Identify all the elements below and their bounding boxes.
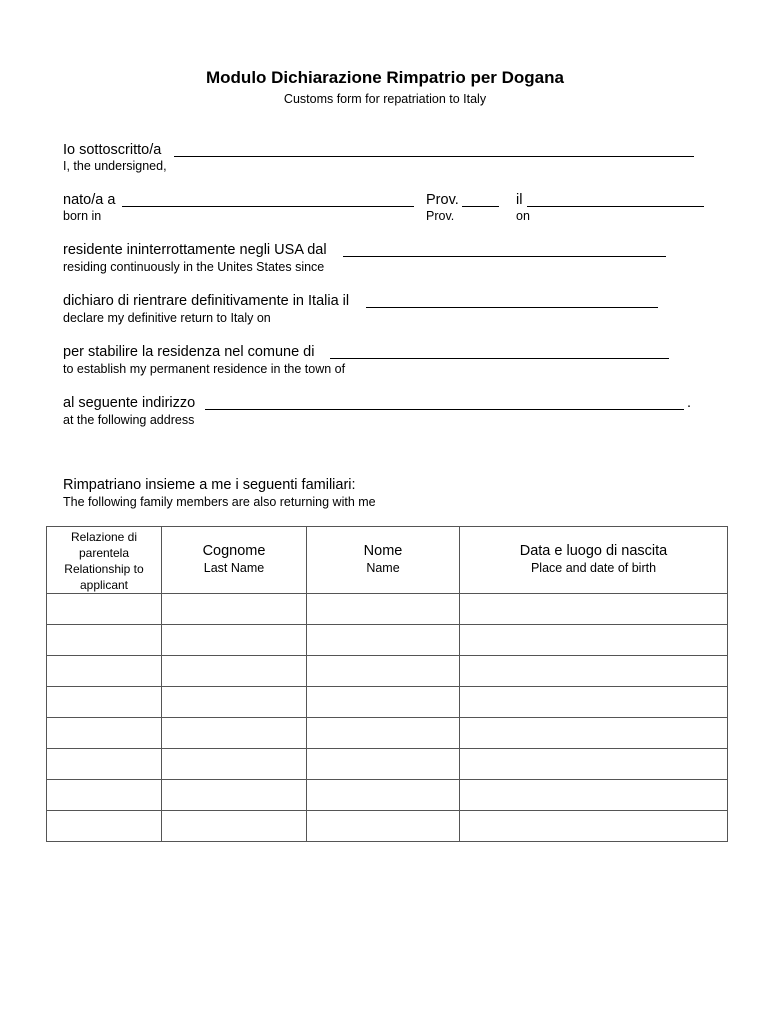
relationship-cell[interactable] xyxy=(47,687,162,718)
prov-label: Prov. xyxy=(426,192,459,208)
last-name-cell[interactable] xyxy=(162,594,307,625)
name-cell[interactable] xyxy=(307,656,460,687)
name-cell[interactable] xyxy=(307,780,460,811)
relationship-cell[interactable] xyxy=(47,625,162,656)
name-cell[interactable] xyxy=(307,594,460,625)
column-header-birth: Data e luogo di nascita Place and date of birth xyxy=(460,527,728,594)
last-name-cell[interactable] xyxy=(162,625,307,656)
name-cell[interactable] xyxy=(307,718,460,749)
prov-translation: Prov. xyxy=(426,209,455,223)
town-label: per stabilire la residenza nel comune di xyxy=(63,344,315,360)
return-date-field[interactable] xyxy=(366,307,658,308)
last-name-cell[interactable] xyxy=(162,718,307,749)
town-translation: to establish my permanent residence in the town of xyxy=(63,362,346,376)
undersigned-label: Io sottoscritto/a xyxy=(63,142,162,158)
name-cell[interactable] xyxy=(307,687,460,718)
birth-cell[interactable] xyxy=(460,749,728,780)
birthdate-field[interactable] xyxy=(527,206,704,207)
relationship-cell[interactable] xyxy=(47,780,162,811)
table-row xyxy=(47,656,728,687)
return-label: dichiaro di rientrare definitivamente in Italia il xyxy=(63,293,350,309)
name-cell[interactable] xyxy=(307,749,460,780)
last-name-cell[interactable] xyxy=(162,687,307,718)
address-end-mark: . xyxy=(687,395,692,411)
birth-cell[interactable] xyxy=(460,594,728,625)
column-header-last-name: Cognome Last Name xyxy=(162,527,307,594)
return-translation: declare my definitive return to Italy on xyxy=(63,311,271,325)
table-row xyxy=(47,811,728,842)
born-translation: born in xyxy=(63,209,102,223)
column-header-name: Nome Name xyxy=(307,527,460,594)
table-row xyxy=(47,594,728,625)
last-name-cell[interactable] xyxy=(162,749,307,780)
town-field[interactable] xyxy=(330,358,669,359)
birth-cell[interactable] xyxy=(460,656,728,687)
undersigned-field[interactable] xyxy=(174,156,694,157)
undersigned-translation: I, the undersigned, xyxy=(63,159,167,173)
resident-translation: residing continuously in the Unites States since xyxy=(63,260,325,274)
relationship-cell[interactable] xyxy=(47,656,162,687)
table-header-row xyxy=(47,527,728,594)
birth-cell[interactable] xyxy=(460,625,728,656)
table-row xyxy=(47,687,728,718)
relationship-cell[interactable] xyxy=(47,749,162,780)
last-name-cell[interactable] xyxy=(162,780,307,811)
form-subtitle: Customs form for repatriation to Italy xyxy=(283,92,487,106)
relationship-cell[interactable] xyxy=(47,594,162,625)
resident-label: residente ininterrottamente negli USA dal xyxy=(63,242,327,258)
date-label: il xyxy=(516,192,523,208)
family-table xyxy=(46,526,728,842)
last-name-cell[interactable] xyxy=(162,656,307,687)
birth-cell[interactable] xyxy=(460,811,728,842)
column-header-relationship: Relazione di parentela Relationship to applicant xyxy=(47,527,162,594)
birthplace-field[interactable] xyxy=(122,206,414,207)
born-label: nato/a a xyxy=(63,192,116,208)
name-cell[interactable] xyxy=(307,625,460,656)
table-row xyxy=(47,780,728,811)
address-translation: at the following address xyxy=(63,413,195,427)
table-row xyxy=(47,749,728,780)
resident-since-field[interactable] xyxy=(343,256,666,257)
last-name-cell[interactable] xyxy=(162,811,307,842)
birth-cell[interactable] xyxy=(460,718,728,749)
prov-field[interactable] xyxy=(462,206,499,207)
table-row xyxy=(47,718,728,749)
table-row xyxy=(47,625,728,656)
relationship-cell[interactable] xyxy=(47,718,162,749)
form-title: Modulo Dichiarazione Rimpatrio per Dogana xyxy=(206,68,564,87)
address-field[interactable] xyxy=(205,409,684,410)
birth-cell[interactable] xyxy=(460,687,728,718)
address-label: al seguente indirizzo xyxy=(63,395,196,411)
family-heading-translation: The following family members are also returning with me xyxy=(63,495,376,509)
relationship-cell[interactable] xyxy=(47,811,162,842)
name-cell[interactable] xyxy=(307,811,460,842)
family-heading: Rimpatriano insieme a me i seguenti familiari: xyxy=(63,477,356,493)
birth-cell[interactable] xyxy=(460,780,728,811)
date-translation: on xyxy=(516,209,530,223)
